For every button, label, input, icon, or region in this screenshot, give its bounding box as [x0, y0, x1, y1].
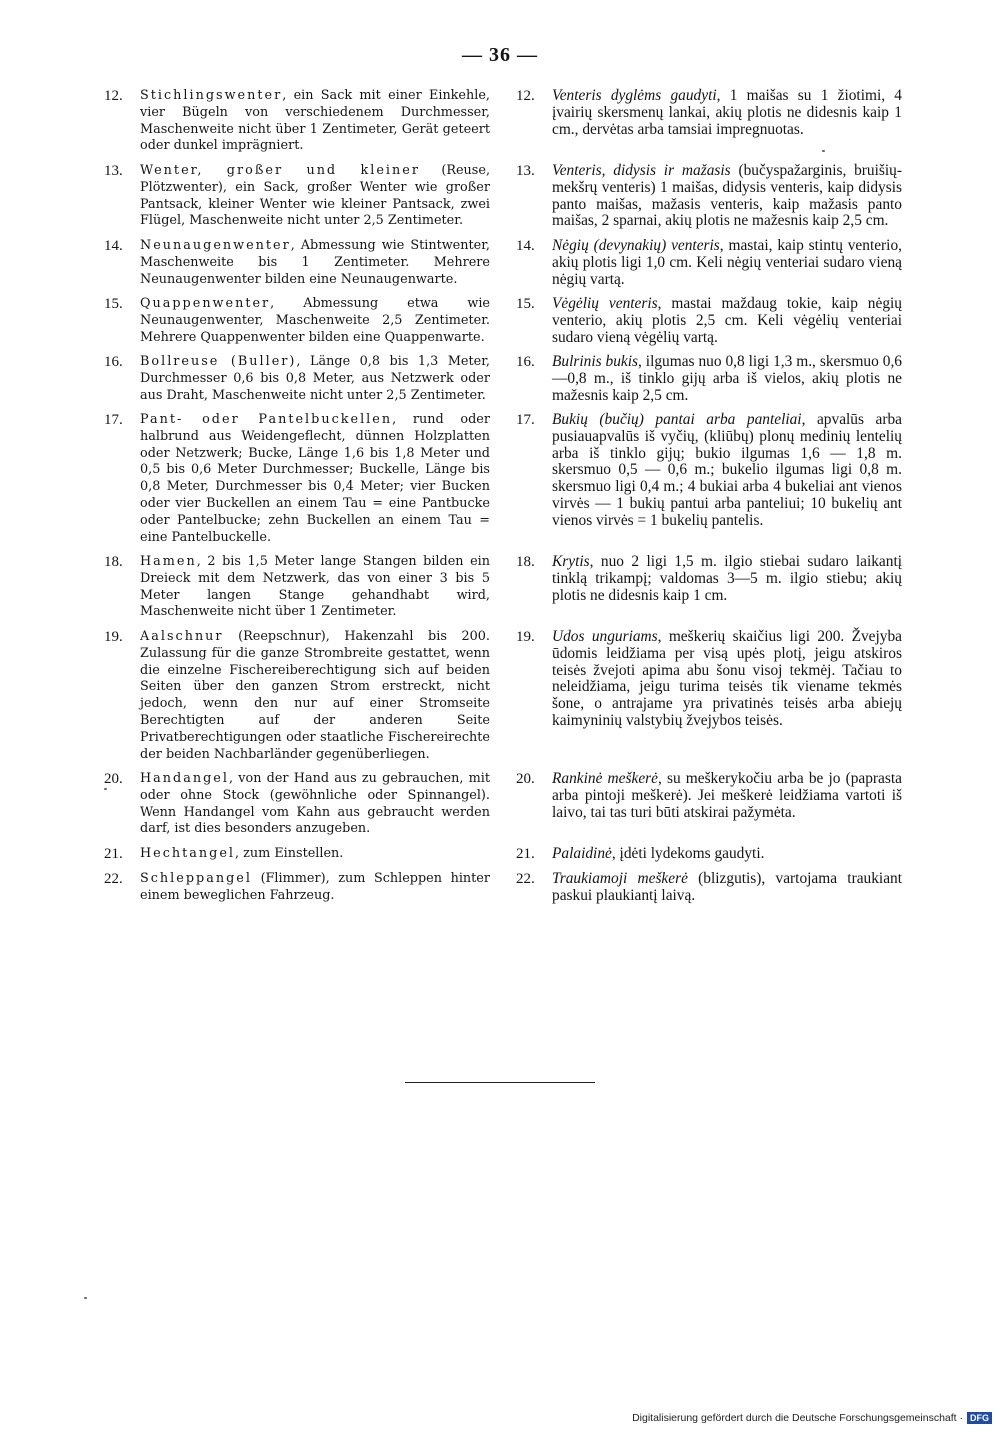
item-term: Vėgėlių venteris [552, 295, 658, 312]
item-description: , mastai maždaug tokie, kaip nėgių venterio, akių plotis 2,5 cm. Keli vėgėlių venteriai sudaro vieną vėgėlių vartą. [552, 295, 902, 346]
item-number: 20. [104, 771, 123, 787]
item-number: 13. [516, 163, 535, 179]
list-item [104, 846, 490, 863]
item-description: , su meškerykočiu arba be jo (paprasta arba pintoji meškerė). Jei meškerė leidžiama vartoti iš laivo, tai tas turi būti atskirai pažymėta. [552, 770, 902, 821]
item-number: 21. [516, 846, 535, 862]
item-text [140, 88, 490, 155]
item-description: , apvalūs arba pusiauapvalūs iš vyčių, (kliūbų) plonų medinių lentelių arba iš tinklo gijų; bukio ilgumas 1,6 — 1,8 m. skersmuo 0,5 — 0,6 m.; bukelio ilgumas ligi 0,8 m. skersmuo ligi 0,4 m.; 4 bukiai arba 4 bukeliai ant vienos virvės — 1 bukių pantui arba panteliui; 10 bukelių ant vienos virvės = 1 bukelių pantelis. [552, 411, 902, 529]
page-number: — 36 — [462, 44, 538, 66]
item-description: (blizgutis), vartojama traukiant paskui plaukiantį laivą. [552, 870, 902, 904]
item-description: , rund oder halbrund aus Weidengeflecht, dünnen Holzplatten oder Netzwerk; Bucke, Länge 1,6 bis 1,8 Meter und 0,5 bis 0,6 Meter Durchmesser; Buckelle, Länge bis 0,8 Meter, Durchmesser bis 0,4 Meter; vier Bucken oder vier Buckellen an einem Tau = eine Pantbucke oder Pantelbucke; zehn Buckellen an einem Tau = eine Pantelbuckelle. [140, 412, 490, 545]
item-description: , nuo 2 ligi 1,5 m. ilgio stiebai sudaro laikantį tinklą trikampį; valdomas 3—5 m. ilgio stiebu; akių plotis ne didesnis kaip 1 cm. [552, 553, 902, 604]
item-number: 20. [516, 771, 535, 787]
section-divider [405, 1082, 595, 1083]
scan-speck [104, 788, 107, 790]
list-item [104, 88, 490, 155]
list-item [104, 871, 490, 905]
item-number: 18. [104, 554, 123, 570]
item-description: (Reepschnur), Hakenzahl bis 200. Zulassung für die ganze Strombreite gestattet, wenn die einzelne Fischereiberechtigung sich auf beiden Seiten über den ganzen Strom erstreckt, nicht jedoch, wenn den nur auf einer Stromseite Berechtigten auf der anderen Seite Privatberechtigungen oder staatliche Fischereirechte der beiden Nachbarländer gegenüberliegen. [140, 629, 490, 762]
item-term: Stichlingswenter [140, 88, 283, 103]
item-term: Bollreuse (Buller) [140, 354, 297, 369]
item-text [552, 354, 902, 404]
item-term: Rankinė meškerė [552, 770, 658, 787]
item-description: , meškerių skaičius ligi 200. Žvejyba ūdomis leidžiama per visą upės plotį, jeigu atskiros teisės žvejoti apima abu šonu visoj tekmėj. Tačiau to neleidžiama, jeigu turima teisės tik viename tekmės šone, o antrajame yra privatinės teisės arba abiejų kaimyninių valstybių žvejybos teisės. [552, 628, 902, 729]
item-term: Schleppangel [140, 871, 252, 886]
item-text [552, 554, 902, 604]
list-item [104, 412, 490, 546]
german-column [104, 88, 490, 913]
item-number: 15. [104, 296, 123, 312]
item-text [140, 846, 490, 863]
item-term: Pant- oder Pantelbuckellen [140, 412, 393, 427]
list-item [104, 629, 490, 763]
item-number: 15. [516, 296, 535, 312]
item-text [140, 771, 490, 838]
item-term: Venteris, didysis ir mažasis [552, 162, 731, 179]
item-description: , 2 bis 1,5 Meter lange Stangen bilden ein Dreieck mit dem Netzwerk, das von einer 3 bis 5 Meter langen Stange gehandhabt wird, Maschenweite nicht über 1 Zentimeter. [140, 554, 490, 620]
item-description: (Reuse, Plötzwenter), ein Sack, großer Wenter wie großer Pantsack, kleiner Wenter wie kleiner Pantsack, zwei Flügel, Maschenweite nicht unter 2,5 Zentimeter. [140, 163, 491, 229]
item-number: 16. [516, 354, 535, 370]
item-text [140, 629, 490, 763]
item-text [552, 871, 902, 905]
list-item [516, 629, 902, 763]
footer-text: Digitalisierung gefördert durch die Deutsche Forschungsgemeinschaft · [632, 1412, 963, 1424]
item-number: 19. [104, 629, 123, 645]
item-text [552, 163, 902, 230]
dfg-logo: DFG [967, 1412, 992, 1424]
list-item [516, 846, 902, 863]
item-number: 14. [104, 238, 123, 254]
item-description: , įdėti lydekoms gaudyti. [611, 845, 765, 862]
item-term: Handangel [140, 771, 229, 786]
item-number: 21. [104, 846, 123, 862]
list-item [104, 296, 490, 346]
item-description: , Länge 0,8 bis 1,3 Meter, Durchmesser 0,6 bis 0,8 Meter, aus Netzwerk oder aus Draht, Maschenweite nicht unter 2,5 Zentimeter. [140, 354, 490, 403]
item-description: , mastai, kaip stintų venterio, akių plotis ligi 1,0 cm. Keli nėgių venteriai sudaro vieną nėgių vartą. [552, 237, 902, 288]
item-term: Aalschnur [140, 629, 224, 644]
item-number: 17. [104, 412, 123, 428]
list-item [516, 354, 902, 404]
item-text [140, 163, 490, 230]
item-description: , ilgumas nuo 0,8 ligi 1,3 m., skersmuo 0,6—0,8 m., iš tinklo gijų arba iš vielos, akių plotis ne mažesnis kaip 2,5 cm. [552, 353, 902, 404]
item-text [140, 238, 490, 288]
item-term: Palaidinė [552, 845, 612, 862]
item-number: 17. [516, 412, 535, 428]
list-item [104, 238, 490, 288]
item-term: Venteris dyglėms gaudyti [552, 87, 717, 104]
item-term: Hechtangel [140, 846, 236, 861]
list-item [516, 296, 902, 346]
item-text [552, 296, 902, 346]
scan-speck [822, 150, 825, 152]
item-text [140, 296, 490, 346]
item-text [140, 412, 490, 546]
item-text [140, 354, 490, 404]
item-term: Udos unguriams [552, 628, 658, 645]
list-item [104, 554, 490, 621]
item-term: Hamen [140, 554, 197, 569]
list-item [516, 412, 902, 546]
list-item [516, 771, 902, 838]
item-number: 12. [516, 88, 535, 104]
item-number: 13. [104, 163, 123, 179]
item-number: 22. [516, 871, 535, 887]
list-item [516, 88, 902, 155]
item-description: , 1 maišas su 1 žiotimi, 4 įvairių skersmenų lankai, akių plotis ne didesnis kaip 1 cm., dervėtas arba tamsiai impregnuotas. [552, 87, 902, 138]
list-item [104, 771, 490, 838]
list-item [104, 163, 490, 230]
item-description: (Flimmer), zum Schleppen hinter einem beweglichen Fahrzeug. [140, 871, 490, 903]
list-item [516, 238, 902, 288]
item-text [552, 629, 902, 730]
item-number: 18. [516, 554, 535, 570]
item-term: Quappenwenter [140, 296, 271, 311]
digitization-footer [632, 1410, 992, 1426]
item-description: , von der Hand aus zu gebrauchen, mit oder ohne Stock (gewöhnliche oder Spinnangel). Wenn Handangel vom Kahn aus gebraucht werden darf, ist dies besonders anzugeben. [140, 771, 490, 837]
list-item [516, 163, 902, 230]
item-number: 14. [516, 238, 535, 254]
item-text [140, 871, 490, 905]
item-number: 16. [104, 354, 123, 370]
item-term: Neunaugenwenter [140, 238, 291, 253]
item-number: 19. [516, 629, 535, 645]
item-text [552, 846, 902, 863]
list-item [104, 354, 490, 404]
item-term: Traukiamoji meškerė [552, 870, 688, 887]
item-term: Krytis [552, 553, 590, 570]
item-text [140, 554, 490, 621]
item-number: 22. [104, 871, 123, 887]
item-term: Wenter, großer und kleiner [140, 163, 420, 178]
item-text [552, 412, 902, 530]
item-term: Bukių (bučių) pantai arba panteliai [552, 411, 802, 428]
scan-speck [84, 1297, 87, 1299]
item-description: (bučyspažarginis, bruišių-mekšrų venteris) 1 maišas, didysis venteris, kaip didysis panto maišas, mažasis venteris, kaip mažasis panto maišas, 2 sparnai, akių plotis ne mažesnis kaip 2,5 cm. [552, 162, 902, 230]
item-description: , ein Sack mit einer Einkehle, vier Bügeln von verschiedenem Durchmesser, Maschenweite nicht über 1 Zentimeter, Gerät geteert oder dunkel imprägniert. [140, 88, 490, 154]
item-term: Bulrinis bukis [552, 353, 639, 370]
item-description: , Abmessung etwa wie Neunaugenwenter, Maschenweite 2,5 Zentimeter. Mehrere Quappenwenter bilden eine Quappenwarte. [140, 296, 490, 345]
item-text [552, 238, 902, 288]
item-text [552, 88, 902, 138]
list-item [516, 871, 902, 905]
item-number: 12. [104, 88, 123, 104]
item-description: , zum Einstellen. [235, 846, 344, 861]
item-term: Nėgių (devynakių) venteris [552, 237, 720, 254]
item-description: , Abmessung wie Stintwenter, Maschenweite bis 1 Zentimeter. Mehrere Neunaugenwenter bilden eine Neunaugenwarte. [140, 238, 490, 287]
lithuanian-column [516, 88, 902, 913]
list-item [516, 554, 902, 621]
item-text [552, 771, 902, 821]
